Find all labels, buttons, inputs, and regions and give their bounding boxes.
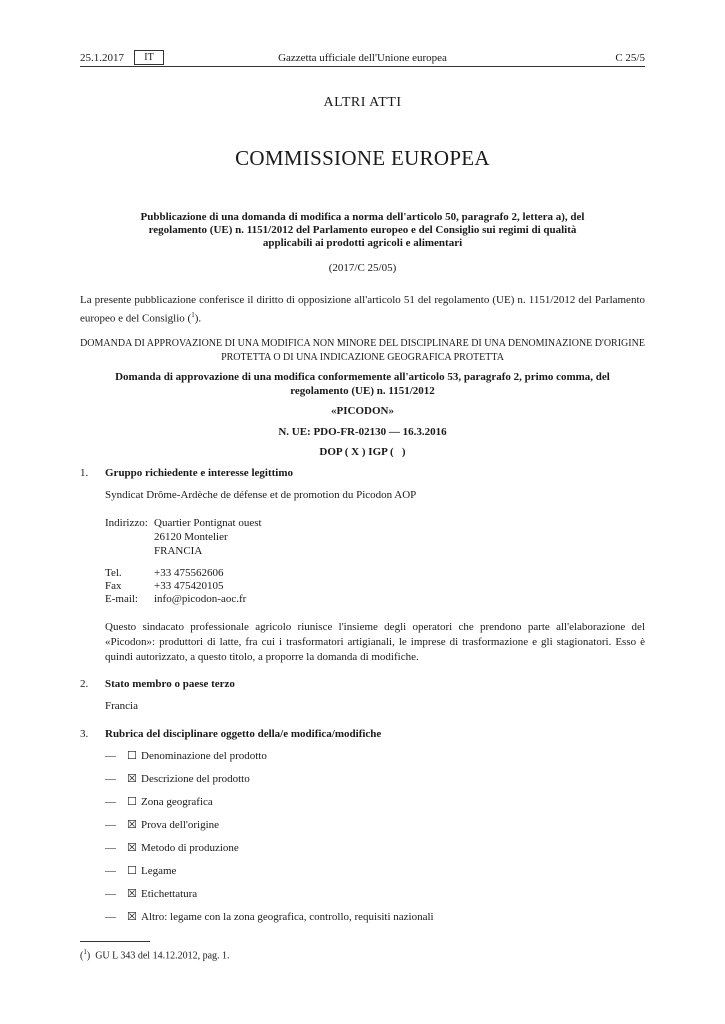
title-line: applicabili ai prodotti agricoli e alimentari (262, 237, 463, 249)
fax-value: +33 475420105 (154, 580, 224, 592)
intro-paragraph: La presente pubblicazione conferisce il diritto di opposizione all'articolo 51 del regolamento (UE) n. 1151/2012 del Parlamento europeo e del Consiglio ($^1$). (80, 294, 645, 325)
section-heading: ALTRI ATTI (323, 95, 402, 110)
checkbox-icon: ☒ (127, 772, 137, 785)
section-3-title: Rubrica del disciplinare oggetto della/e modifica/modifiche (105, 728, 382, 740)
checkbox-icon: ☒ (127, 841, 137, 854)
product-name: «PICODON» (331, 405, 394, 417)
checklist-item: — ☐ Zona geografica (105, 795, 213, 808)
checkbox-icon: ☒ (127, 910, 137, 923)
fax-label: Fax (105, 580, 122, 592)
section-1-title: Gruppo richiedente e interesse legittimo (105, 467, 293, 479)
footnote: ($^1$) GU L 343 del 14.12.2012, pag. 1. (80, 948, 230, 962)
checkbox-icon: ☐ (127, 864, 137, 877)
language-badge: IT (134, 50, 164, 65)
caps-title-line: DOMANDA DI APPROVAZIONE DI UNA MODIFICA NON MINORE DEL DISCIPLINARE DI UNA DENOMINAZIONE D'ORIGINE (80, 338, 645, 349)
checklist-item: — ☒ Descrizione del prodotto (105, 772, 250, 785)
tel-label: Tel. (105, 567, 122, 579)
title-line: Pubblicazione di una domanda di modifica a norma dell'articolo 50, paragrafo 2, lettera a), del (140, 211, 585, 223)
subtitle (80, 370, 645, 398)
checklist-item: — ☐ Legame (105, 864, 177, 877)
institution-title: COMMISSIONE EUROPEA (235, 146, 490, 170)
subtitle-line: regolamento (UE) n. 1151/2012 (290, 385, 435, 397)
reference-number: (2017/C 25/05) (328, 262, 397, 274)
address-line: 26120 Montelier (154, 531, 228, 543)
header-rule (80, 66, 645, 67)
caps-title-line: PROTETTA O DI UNA INDICAZIONE GEOGRAFICA PROTETTA (221, 352, 504, 363)
group-name: Syndicat Drôme-Ardèche de défense et de promotion du Picodon AOP (105, 489, 417, 501)
checklist-item: — ☒ Prova dell'origine (105, 818, 220, 831)
checkbox-icon: ☐ (127, 795, 137, 808)
email-value: info@picodon-aoc.fr (154, 593, 247, 605)
caps-title (80, 337, 645, 365)
footnote-rule (80, 941, 150, 942)
dop-igp-indicator: DOP ( X ) IGP ( ) (319, 446, 406, 458)
checkbox-icon: ☒ (127, 818, 137, 831)
eu-number: N. UE: PDO-FR-02130 — 16.3.2016 (278, 426, 447, 438)
publication-title (80, 211, 645, 250)
subtitle-line: Domanda di approvazione di una modifica conformemente all'articolo 53, paragrafo 2, primo comma, del (115, 371, 610, 383)
address-label: Indirizzo: (105, 517, 148, 529)
address-line: FRANCIA (154, 545, 203, 557)
tel-value: +33 475562606 (154, 567, 224, 579)
section-2-title: Stato membro o paese terzo (105, 678, 235, 690)
member-state: Francia (105, 700, 138, 712)
email-label: E-mail: (105, 593, 138, 605)
section-1-number: 1. (80, 467, 89, 479)
group-description: Questo sindacato professionale agricolo riunisce l'insieme degli operatori che prendono parte all'elaborazione del «Picodon»: produttori di latte, fra cui i trasformatori artigianali, le imprese di trasformazione e gli stagionatori. Esso è quindi autorizzato, a questo titolo, a proporre la domanda di modifiche. (105, 621, 645, 663)
checklist-item: — ☒ Etichettatura (105, 887, 198, 900)
checkbox-icon: ☐ (127, 749, 137, 762)
title-line: regolamento (UE) n. 1151/2012 del Parlamento europeo e del Consiglio sui regimi di qualità (148, 224, 577, 236)
page-number: C 25/5 (615, 52, 645, 64)
section-3-number: 3. (80, 728, 89, 740)
checklist-item: — ☒ Metodo di produzione (105, 841, 239, 854)
checkbox-icon: ☒ (127, 887, 137, 900)
section-2-number: 2. (80, 678, 89, 690)
checklist-item: — ☒ Altro: legame con la zona geografica, controllo, requisiti nazionali (105, 910, 434, 923)
footnote-mark: 1 (191, 311, 195, 319)
checklist-item: — ☐ Denominazione del prodotto (105, 749, 267, 762)
journal-title: Gazzetta ufficiale dell'Unione europea (278, 52, 447, 64)
header-date: 25.1.2017 (80, 52, 124, 64)
address-line: Quartier Pontignat ouest (154, 517, 262, 529)
